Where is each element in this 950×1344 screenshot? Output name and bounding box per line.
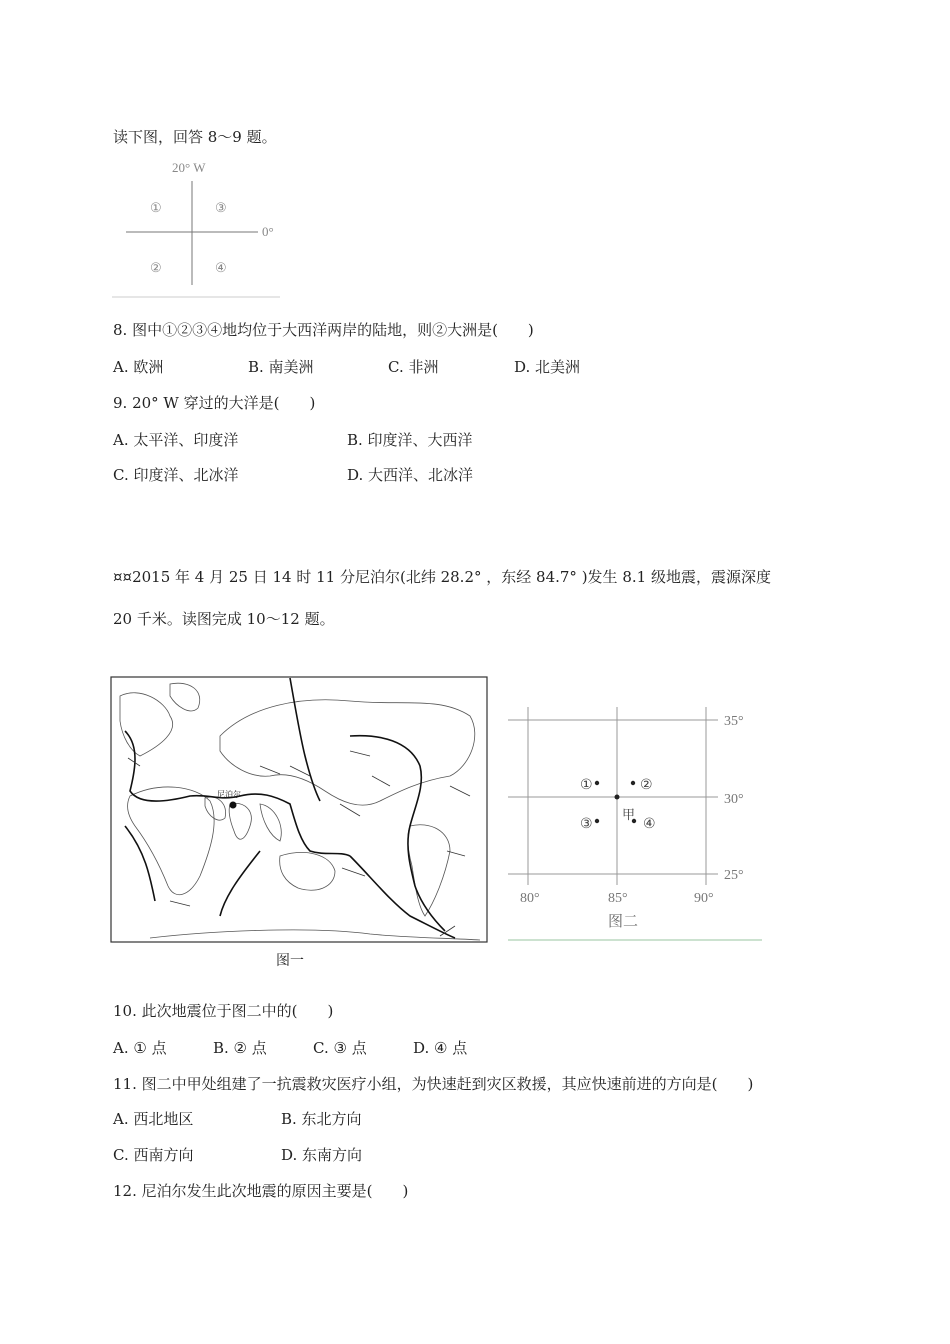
question-8-option-b: B. 南美洲 bbox=[248, 358, 314, 376]
question-9-stem: 9. 20° W 穿过的大洋是( ) bbox=[113, 394, 316, 412]
plate-map bbox=[110, 676, 490, 976]
question-11-option-b: B. 东北方向 bbox=[281, 1110, 362, 1128]
nepal-marker bbox=[230, 802, 237, 809]
lon-80-label: 80° bbox=[520, 891, 540, 906]
intro-text: 读下图，回答 8～9 题。 bbox=[113, 128, 277, 146]
intro-2-line-2: 20 千米。读图完成 10～12 题。 bbox=[113, 610, 335, 628]
quadrant-2-label: ② bbox=[150, 260, 162, 275]
question-12-stem: 12. 尼泊尔发生此次地震的原因主要是( ) bbox=[113, 1182, 409, 1200]
question-11-option-d: D. 东南方向 bbox=[281, 1146, 363, 1164]
point-2-label: ② bbox=[640, 777, 653, 793]
question-10-option-d: D. ④ 点 bbox=[413, 1039, 468, 1057]
lon-85-label: 85° bbox=[608, 891, 628, 906]
intro-2-line-1: ¤¤2015 年 4 月 25 日 14 时 11 分尼泊尔(北纬 28.2° ，东经 84.7° )发生 8.1 级地震，震源深度 bbox=[113, 568, 771, 586]
equator-label: 0° bbox=[262, 224, 274, 239]
lat-30-label: 30° bbox=[724, 792, 744, 807]
map-1-caption: 图一 bbox=[276, 953, 304, 969]
lat-25-label: 25° bbox=[724, 868, 744, 883]
quadrant-1-label: ① bbox=[150, 200, 162, 215]
question-11-option-c: C. 西南方向 bbox=[113, 1146, 194, 1164]
map-2-caption: 图二 bbox=[608, 912, 639, 930]
question-8-option-d: D. 北美洲 bbox=[514, 358, 581, 376]
question-10-option-a: A. ① 点 bbox=[113, 1039, 167, 1057]
longitude-label: 20° W bbox=[172, 160, 206, 175]
quadrant-3-label: ③ bbox=[215, 200, 227, 215]
question-9-option-a: A. 太平洋、印度洋 bbox=[113, 431, 239, 449]
point-3-label: ③ bbox=[580, 816, 593, 832]
quadrant-figure bbox=[110, 155, 285, 300]
jia-label: 甲 bbox=[622, 808, 636, 823]
lon-90-label: 90° bbox=[694, 891, 714, 906]
question-9-option-d: D. 大西洋、北冰洋 bbox=[347, 466, 474, 484]
point-4-label: ④ bbox=[643, 816, 656, 832]
question-10-option-b: B. ② 点 bbox=[213, 1039, 267, 1057]
nepal-label: 尼泊尔 bbox=[217, 790, 241, 799]
question-8-option-c: C. 非洲 bbox=[388, 358, 439, 376]
point-1-label: ① bbox=[580, 777, 593, 793]
question-11-option-a: A. 西北地区 bbox=[113, 1110, 194, 1128]
lat-35-label: 35° bbox=[724, 714, 744, 729]
quadrant-4-label: ④ bbox=[215, 260, 227, 275]
grid-points bbox=[580, 777, 656, 832]
grid-map bbox=[508, 707, 768, 947]
question-8-stem: 8. 图中①②③④地均位于大西洋两岸的陆地，则②大洲是( ) bbox=[113, 321, 534, 339]
question-10-stem: 10. 此次地震位于图二中的( ) bbox=[113, 1002, 334, 1020]
question-11-stem: 11. 图二中甲处组建了一抗震救灾医疗小组，为快速赶到灾区救援，其应快速前进的方向是( ) bbox=[113, 1075, 754, 1093]
question-9-option-b: B. 印度洋、大西洋 bbox=[347, 431, 473, 449]
grid-lines bbox=[508, 707, 718, 885]
question-10-option-c: C. ③ 点 bbox=[313, 1039, 367, 1057]
question-8-option-a: A. 欧洲 bbox=[113, 358, 164, 376]
question-9-option-c: C. 印度洋、北冰洋 bbox=[113, 466, 239, 484]
